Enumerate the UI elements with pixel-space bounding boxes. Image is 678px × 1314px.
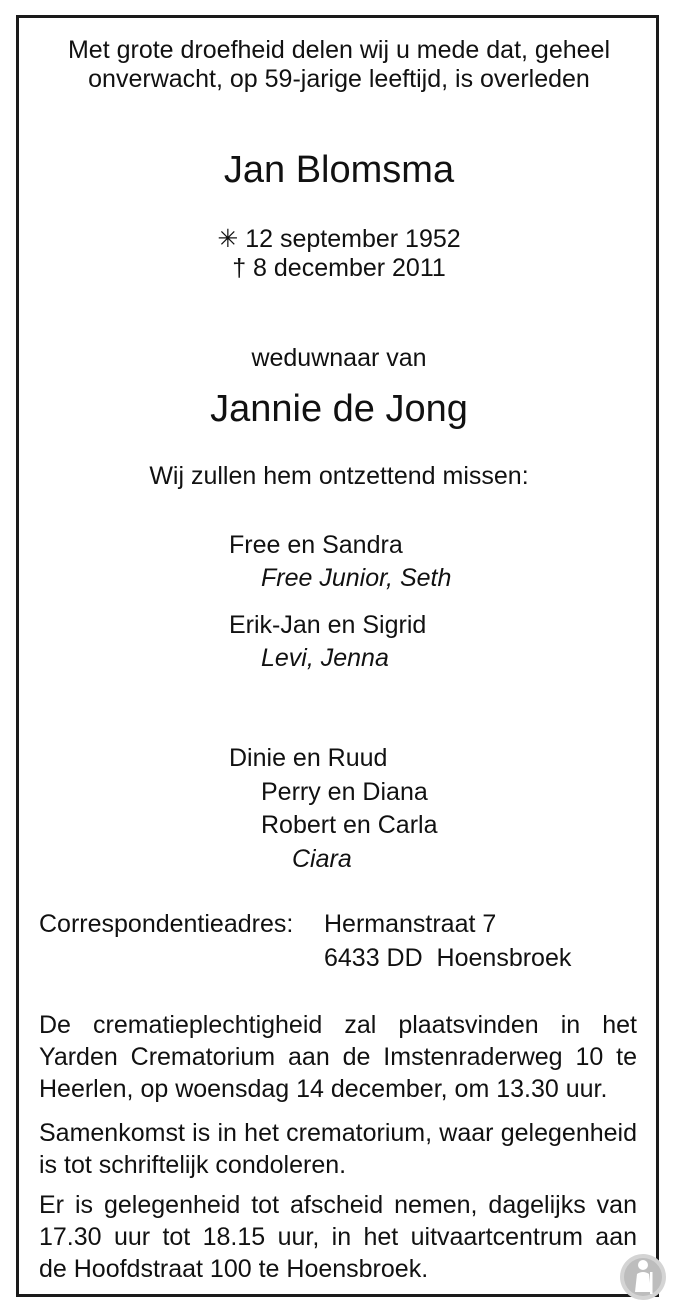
cremation-line-2: Yarden Crematorium aan de Imstenraderweg 10 te bbox=[39, 1043, 637, 1071]
cremation-line-3: Heerlen, op woensdag 14 december, om 13.30 uur. bbox=[39, 1075, 608, 1103]
farewell-paragraph bbox=[39, 1189, 637, 1285]
family-group-1-children: Free Junior, Seth bbox=[261, 564, 452, 592]
spouse-relation: weduwnaar van bbox=[251, 344, 427, 372]
family-group-3-child-2: Robert en Carla bbox=[261, 811, 438, 839]
death-date: † 8 december 2011 bbox=[232, 254, 446, 282]
farewell-line-2: 17.30 uur tot 18.15 uur, in het uitvaartcentrum aan bbox=[39, 1223, 637, 1251]
memorial-person-logo-icon bbox=[618, 1252, 668, 1302]
spouse-name: Jannie de Jong bbox=[210, 388, 468, 430]
correspondence-street: Hermanstraat 7 bbox=[324, 910, 497, 938]
gathering-line-1: Samenkomst is in het crematorium, waar gelegenheid bbox=[39, 1119, 637, 1147]
miss-line: Wij zullen hem ontzettend missen: bbox=[149, 462, 529, 490]
birth-date: ✳ 12 september 1952 bbox=[217, 225, 461, 253]
intro-line-1: Met grote droefheid delen wij u mede dat, geheel bbox=[67, 36, 611, 64]
family-group-3-grandchild: Ciara bbox=[292, 845, 352, 873]
gathering-paragraph bbox=[39, 1117, 637, 1181]
farewell-line-3: de Hoofdstraat 100 te Hoensbroek. bbox=[39, 1255, 429, 1283]
cremation-paragraph bbox=[39, 1009, 637, 1105]
cremation-line-1: De crematieplechtigheid zal plaatsvinden in het bbox=[39, 1011, 637, 1039]
family-group-3-child-1: Perry en Diana bbox=[261, 778, 428, 806]
correspondence-label: Correspondentieadres: bbox=[39, 910, 294, 938]
correspondence-postal: 6433 DD Hoensbroek bbox=[324, 944, 572, 972]
deceased-name: Jan Blomsma bbox=[223, 149, 455, 191]
family-group-2-parents: Erik-Jan en Sigrid bbox=[229, 611, 427, 639]
intro-line-2: onverwacht, op 59-jarige leeftijd, is overleden bbox=[88, 65, 590, 93]
family-group-2-children: Levi, Jenna bbox=[261, 644, 389, 672]
family-group-1-parents: Free en Sandra bbox=[229, 531, 403, 559]
gathering-line-2: is tot schriftelijk condoleren. bbox=[39, 1151, 347, 1179]
family-group-3-parents: Dinie en Ruud bbox=[229, 744, 388, 772]
farewell-line-1: Er is gelegenheid tot afscheid nemen, dagelijks van bbox=[39, 1191, 637, 1219]
